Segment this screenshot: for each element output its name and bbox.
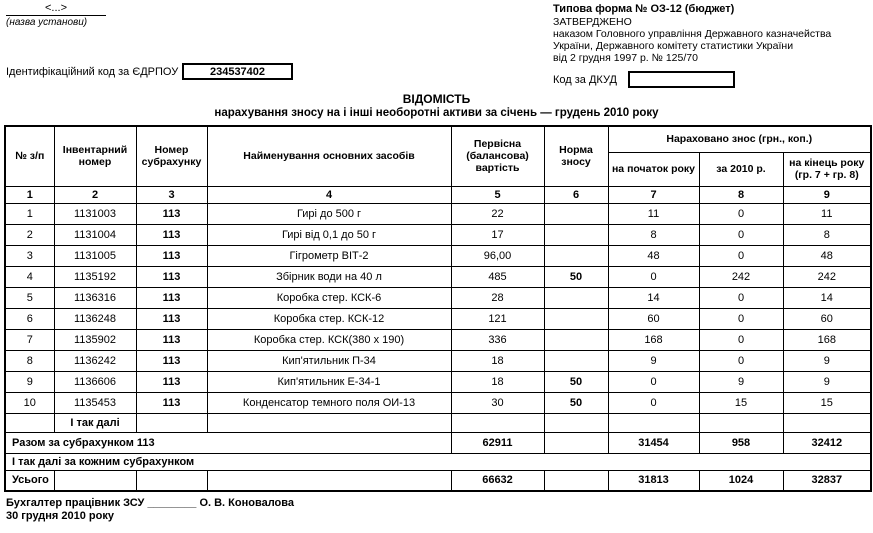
table-cell: 4: [5, 266, 54, 287]
table-cell: 9: [5, 371, 54, 392]
column-number: 4: [207, 186, 451, 203]
table-cell: 8: [5, 350, 54, 371]
table-cell: Конденсатор темного поля ОИ-13: [207, 392, 451, 413]
table-cell: 18: [451, 350, 544, 371]
table-cell: 6: [5, 308, 54, 329]
table-cell: [136, 470, 207, 491]
table-cell: 50: [544, 266, 608, 287]
table-cell: 7: [5, 329, 54, 350]
column-number: 3: [136, 186, 207, 203]
table-cell: [608, 413, 699, 432]
edrpou-value-box: 234537402: [182, 63, 293, 80]
table-cell: 14: [608, 287, 699, 308]
edrpou-label: Ідентифікаційний код за ЄДРПОУ: [6, 65, 179, 78]
table-cell: 1136606: [54, 371, 136, 392]
table-row: [5, 203, 871, 224]
table-cell: 5: [5, 287, 54, 308]
table-cell: [544, 308, 608, 329]
table-cell: 0: [699, 245, 783, 266]
table-cell: 113: [136, 203, 207, 224]
table-cell: [54, 470, 136, 491]
table-cell: Кип'ятильник Е-34-1: [207, 371, 451, 392]
etc-label: І так далі: [54, 413, 136, 432]
approved-line: наказом Головного управління Державного казначейства: [553, 28, 832, 40]
dkud-label: Код за ДКУД: [553, 73, 617, 86]
table-cell: 0: [608, 392, 699, 413]
table-cell: Гирі до 500 г: [207, 203, 451, 224]
table-cell: 60: [608, 308, 699, 329]
col-header-depreciation-rate: Норма зносу: [544, 126, 608, 186]
column-number: 8: [699, 186, 783, 203]
dkud-row: [553, 71, 871, 88]
total-row: [5, 470, 871, 491]
table-cell: [544, 224, 608, 245]
table-cell: 0: [608, 371, 699, 392]
table-cell: 0: [699, 224, 783, 245]
subtotal-rate: [544, 432, 608, 453]
col-header-index: № з/п: [5, 126, 54, 186]
table-cell: 48: [783, 245, 871, 266]
table-cell: 9: [783, 371, 871, 392]
table-cell: 17: [451, 224, 544, 245]
etc-row: [5, 413, 871, 432]
table-cell: 18: [451, 371, 544, 392]
table-summary-section: [5, 413, 871, 491]
accountant-signature-line: Бухгалтер працівник ЗСУ ________ О. В. Коновалова: [6, 497, 294, 509]
dkud-value-box: [628, 71, 735, 88]
table-row: [5, 266, 871, 287]
etc-subaccounts-row: [5, 453, 871, 470]
table-cell: Гігрометр ВІТ-2: [207, 245, 451, 266]
column-number: 6: [544, 186, 608, 203]
table-cell: 113: [136, 308, 207, 329]
page-title: ВІДОМІСТЬ: [402, 92, 471, 106]
table-cell: 1136242: [54, 350, 136, 371]
table-cell: [544, 203, 608, 224]
table-row: [5, 392, 871, 413]
table-cell: 11: [608, 203, 699, 224]
table-cell: 15: [699, 392, 783, 413]
table-cell: 0: [699, 203, 783, 224]
column-numbers-row: [5, 186, 871, 203]
table-cell: 113: [136, 224, 207, 245]
table-cell: 485: [451, 266, 544, 287]
table-cell: 22: [451, 203, 544, 224]
table-cell: 10: [5, 392, 54, 413]
table-cell: 8: [608, 224, 699, 245]
table-cell: 0: [699, 308, 783, 329]
total-for-2010: 1024: [699, 470, 783, 491]
table-cell: Збірник води на 40 л: [207, 266, 451, 287]
table-cell: Гирі від 0,1 до 50 г: [207, 224, 451, 245]
table-cell: 50: [544, 392, 608, 413]
org-name-caption: (назва установи): [6, 17, 88, 28]
table-cell: 0: [608, 266, 699, 287]
edrpou-row: [6, 63, 293, 80]
table-cell: [699, 413, 783, 432]
subtotal-end-of-year: 32412: [783, 432, 871, 453]
approved-line: України, Державного комітету статистики України: [553, 40, 794, 52]
subtotal-initial-value: 62911: [451, 432, 544, 453]
table-cell: 1131003: [54, 203, 136, 224]
document-footer: [6, 497, 873, 523]
column-number: 5: [451, 186, 544, 203]
subtotal-row: [5, 432, 871, 453]
table-cell: 1131005: [54, 245, 136, 266]
table-cell: 168: [783, 329, 871, 350]
table-cell: 242: [699, 266, 783, 287]
table-cell: [544, 329, 608, 350]
table-cell: 121: [451, 308, 544, 329]
table-cell: 242: [783, 266, 871, 287]
table-cell: 9: [699, 371, 783, 392]
table-cell: 0: [699, 287, 783, 308]
col-header-group-accrued: Нараховано знос (грн., коп.): [608, 126, 871, 152]
total-start-of-year: 31813: [608, 470, 699, 491]
table-cell: 9: [608, 350, 699, 371]
table-cell: [544, 350, 608, 371]
approved-line: від 2 грудня 1997 р. № 125/70: [553, 52, 698, 64]
document-date: 30 грудня 2010 року: [6, 510, 114, 522]
table-cell: 113: [136, 371, 207, 392]
form-info-block: [553, 3, 871, 88]
approved-line: ЗАТВЕРДЖЕНО: [553, 16, 632, 28]
table-cell: Коробка стер. КСК(380 х 190): [207, 329, 451, 350]
table-cell: 168: [608, 329, 699, 350]
table-cell: 15: [783, 392, 871, 413]
table-cell: 0: [699, 350, 783, 371]
etc-subaccounts-label: І так далі за кожним субрахунком: [5, 453, 871, 470]
col-header-initial-value: Первісна (балансова) вартість: [451, 126, 544, 186]
table-cell: [451, 413, 544, 432]
table-cell: 9: [783, 350, 871, 371]
table-cell: 1: [5, 203, 54, 224]
table-cell: 113: [136, 287, 207, 308]
table-cell: 113: [136, 329, 207, 350]
table-row: [5, 245, 871, 266]
table-cell: 50: [544, 371, 608, 392]
subtotal-start-of-year: 31454: [608, 432, 699, 453]
table-cell: 14: [783, 287, 871, 308]
table-row: [5, 224, 871, 245]
table-row: [5, 287, 871, 308]
col-header-end-of-year: на кінець року (гр. 7 + гр. 8): [783, 152, 871, 186]
col-header-for-2010: за 2010 р.: [699, 152, 783, 186]
table-cell: 1131004: [54, 224, 136, 245]
table-row: [5, 350, 871, 371]
col-header-asset-name: Найменування основних засобів: [207, 126, 451, 186]
org-name-placeholder: <...>: [6, 2, 106, 16]
table-cell: 28: [451, 287, 544, 308]
table-cell: 8: [783, 224, 871, 245]
table-cell: 113: [136, 392, 207, 413]
table-cell: Кип'ятильник П-34: [207, 350, 451, 371]
table-cell: 1136248: [54, 308, 136, 329]
total-end-of-year: 32837: [783, 470, 871, 491]
table-row: [5, 308, 871, 329]
table-cell: 113: [136, 350, 207, 371]
total-initial-value: 66632: [451, 470, 544, 491]
subtotal-for-2010: 958: [699, 432, 783, 453]
table-cell: 0: [699, 329, 783, 350]
table-cell: 48: [608, 245, 699, 266]
table-row: [5, 371, 871, 392]
table-cell: [5, 413, 54, 432]
table-cell: 1135453: [54, 392, 136, 413]
table-cell: Коробка стер. КСК-6: [207, 287, 451, 308]
col-header-start-of-year: на початок року: [608, 152, 699, 186]
title-block: [0, 93, 873, 120]
page-subtitle: нарахування зносу на і інші необоротні активи за січень — грудень 2010 року: [214, 107, 659, 119]
table-cell: 336: [451, 329, 544, 350]
table-cell: [544, 245, 608, 266]
subtotal-label: Разом за субрахунком 113: [5, 432, 451, 453]
table-cell: [783, 413, 871, 432]
table-cell: [207, 413, 451, 432]
total-label: Усього: [5, 470, 54, 491]
assets-table: [4, 125, 872, 492]
table-cell: 60: [783, 308, 871, 329]
table-cell: 113: [136, 266, 207, 287]
assets-table-body: [5, 203, 871, 413]
col-header-subaccount: Номер субрахунку: [136, 126, 207, 186]
form-number-title: Типова форма № ОЗ-12 (бюджет): [553, 3, 735, 15]
org-name-block: [6, 2, 106, 28]
table-cell: 1135902: [54, 329, 136, 350]
column-number: 1: [5, 186, 54, 203]
table-cell: [544, 287, 608, 308]
table-cell: 3: [5, 245, 54, 266]
table-cell: 1136316: [54, 287, 136, 308]
table-cell: 11: [783, 203, 871, 224]
table-cell: Коробка стер. КСК-12: [207, 308, 451, 329]
document-header: [0, 0, 873, 93]
table-head: [5, 126, 871, 203]
table-cell: 30: [451, 392, 544, 413]
col-header-inventory-number: Інвентарний номер: [54, 126, 136, 186]
column-number: 7: [608, 186, 699, 203]
table-cell: [207, 470, 451, 491]
table-cell: 2: [5, 224, 54, 245]
column-number: 9: [783, 186, 871, 203]
table-row: [5, 329, 871, 350]
total-rate: [544, 470, 608, 491]
table-cell: 1135192: [54, 266, 136, 287]
table-cell: [544, 413, 608, 432]
table-cell: 113: [136, 245, 207, 266]
column-number: 2: [54, 186, 136, 203]
table-cell: [136, 413, 207, 432]
table-cell: 96,00: [451, 245, 544, 266]
